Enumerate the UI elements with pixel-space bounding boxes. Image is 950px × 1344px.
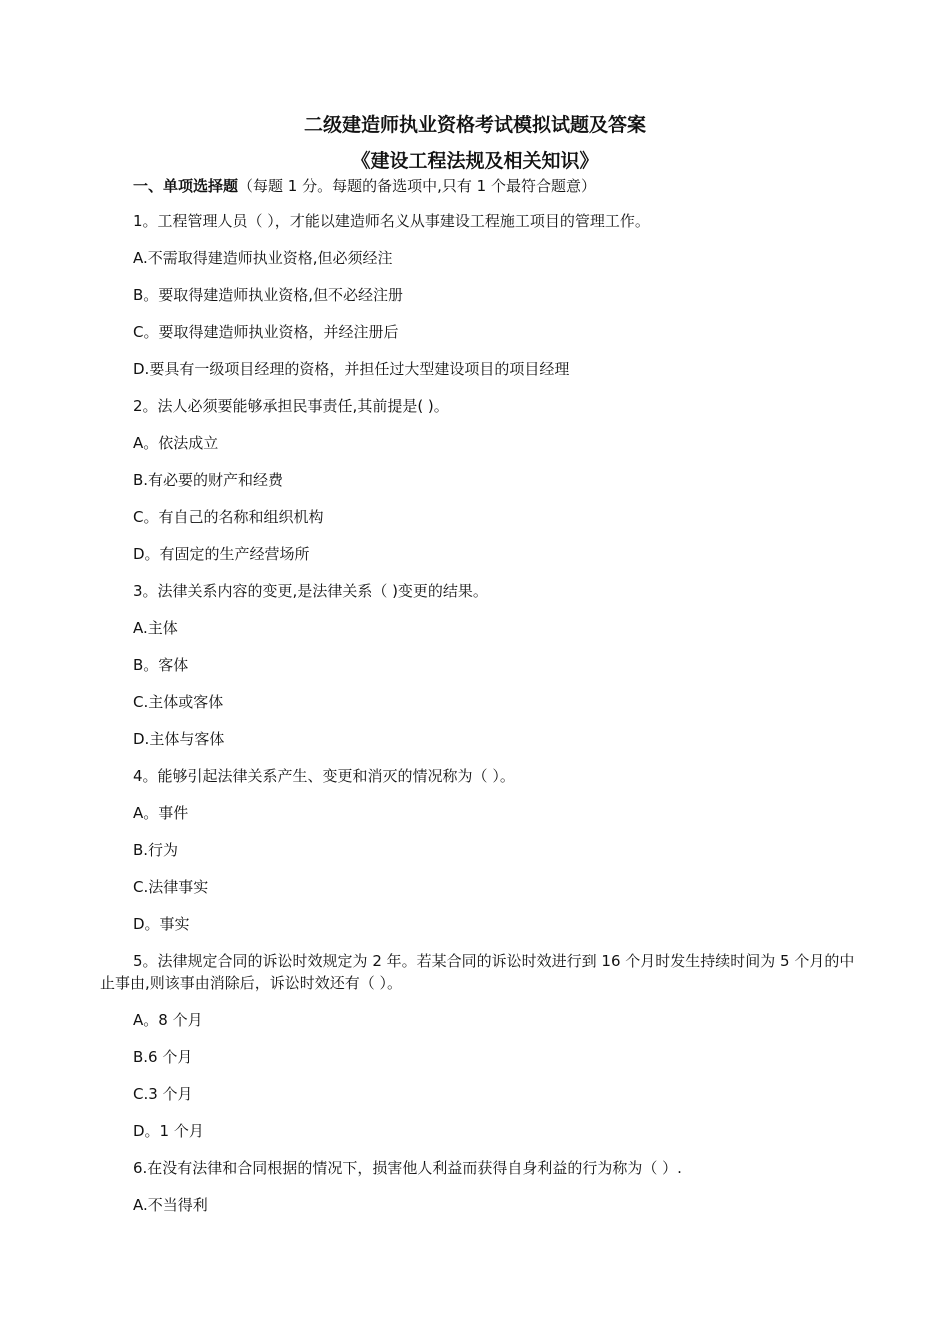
question-list [100,210,860,1231]
answer-option: C.主体或客体 [133,693,224,711]
answer-option: A。8 个月 [133,1011,203,1029]
answer-option: A.不当得利 [133,1196,208,1214]
section-heading-label: 一、单项选择题 [133,177,239,195]
section-heading [133,175,596,197]
answer-option: B.6 个月 [133,1048,193,1066]
answer-option: D。事实 [133,915,190,933]
answer-option: C。有自己的名称和组织机构 [133,508,324,526]
answer-option: B.有必要的财产和经费 [133,471,284,489]
question-stem: 6.在没有法律和合同根据的情况下，损害他人利益而获得自身利益的行为称为（ ）. [133,1159,682,1177]
answer-option: D。有固定的生产经营场所 [133,545,310,563]
answer-option: A.主体 [133,619,178,637]
answer-option: B.行为 [133,841,179,859]
question-stem: 5。法律规定合同的诉讼时效规定为 2 年。若某合同的诉讼时效进行到 16 个月时发生持续时间为 5 个月的中止事由,则该事由消除后，诉讼时效还有（ ）。 [100,952,855,992]
answer-option: C.法律事实 [133,878,209,896]
document-subtitle: 《建设工程法规及相关知识》 [351,150,599,172]
answer-option: C.3 个月 [133,1085,193,1103]
answer-option: A。依法成立 [133,434,219,452]
answer-option: D.要具有一级项目经理的资格，并担任过大型建设项目的项目经理 [133,360,570,378]
answer-option: B。客体 [133,656,189,674]
answer-option: B。要取得建造师执业资格,但不必经注册 [133,286,404,304]
question-stem: 1。工程管理人员（ ），才能以建造师名义从事建设工程施工项目的管理工作。 [133,212,650,230]
question-stem: 2。法人必须要能够承担民事责任,其前提是( )。 [133,397,449,415]
answer-option: D。1 个月 [133,1122,204,1140]
section-heading-note: （每题 1 分。每题的备选项中,只有 1 个最符合题意） [238,177,596,195]
question-stem: 4。能够引起法律关系产生、变更和消灭的情况称为（ ）。 [133,767,515,785]
answer-option: A.不需取得建造师执业资格,但必须经注 [133,249,393,267]
question-stem: 3。法律关系内容的变更,是法律关系（ )变更的结果。 [133,582,488,600]
answer-option: C。要取得建造师执业资格，并经注册后 [133,323,399,341]
answer-option: D.主体与客体 [133,730,225,748]
document-title: 二级建造师执业资格考试模拟试题及答案 [303,114,646,136]
answer-option: A。事件 [133,804,189,822]
